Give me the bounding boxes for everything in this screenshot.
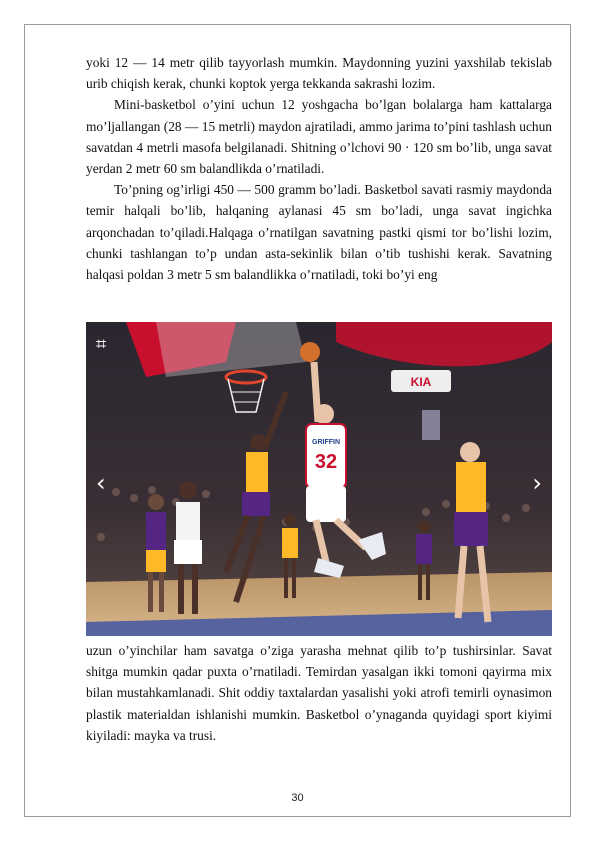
chevron-left-icon[interactable]: ‹ (96, 469, 106, 497)
basketball-scene (86, 322, 552, 636)
jersey-name: GRIFFIN (312, 439, 340, 446)
jersey-number: 32 (314, 451, 338, 473)
basketball (300, 342, 320, 362)
paragraph-4: uzun o’yinchilar ham savatga o’ziga yarasha mehnat qilib to’p tushirsinlar. Savat shitga mumkin qadar puxta o’rnatiladi. Temirdan yasalgan ikki tomoni qayirma mix bilan mustahkamlanadi. Shit oddiy taxtalardan yasalishi yoki atrofi temirli oynasimon plastik materialdan ishlanishi mumkin. Basketbol o’ynaganda quyidagi sport kiyimi kiyiladi: mayka va trusi. (86, 643, 552, 743)
chevron-right-icon[interactable]: › (532, 469, 542, 497)
paragraph-1: yoki 12 — 14 metr qilib tayyorlash mumkin. Maydonning yuzini yaxshilab tekislab urib chiqish kerak, chunki koptok yerga tekkanda sakrashi lozim. (86, 55, 552, 92)
crop-icon[interactable]: ⌗ (96, 334, 107, 355)
basketball-photo (86, 322, 552, 636)
body-text-top (86, 52, 552, 285)
body-text-bottom (86, 640, 552, 746)
page-number: 30 (291, 792, 304, 804)
paragraph-3: To’pning og’irligi 450 — 500 gramm bo’ladi. Basketbol savati rasmiy maydonda temir halqali bo’lib, halqaning aylanasi 45 sm bo’ladi, unga savat ingichka arqonchadan to’qiladi.Halqaga o’rnatilgan savatning pastki qismi tor bo’lishi lozim, chunki tashlangan to’p undan asta-sekinlik bilan o’tib tushishi kerak. Savatning halqasi poldan 3 metr 5 sm balandlikka o’rnatiladi, toki bo’yi eng (86, 182, 552, 283)
paragraph-2: Mini-basketbol o’yini uchun 12 yoshgacha bo’lgan bolalarga ham kattalarga mo’ljallangan (28 — 15 metrli) maydon ajratiladi, ammo jarima to’pini tashlash uchun savatdan 4 metrli masofa belgilanadi. Shitning o’lchovi 90 · 120 sm bo’lib, unga savat yerdan 2 metr 60 sm balandlikda o’rnatiladi. (86, 97, 552, 177)
kia-logo-text: KIA (410, 375, 432, 389)
